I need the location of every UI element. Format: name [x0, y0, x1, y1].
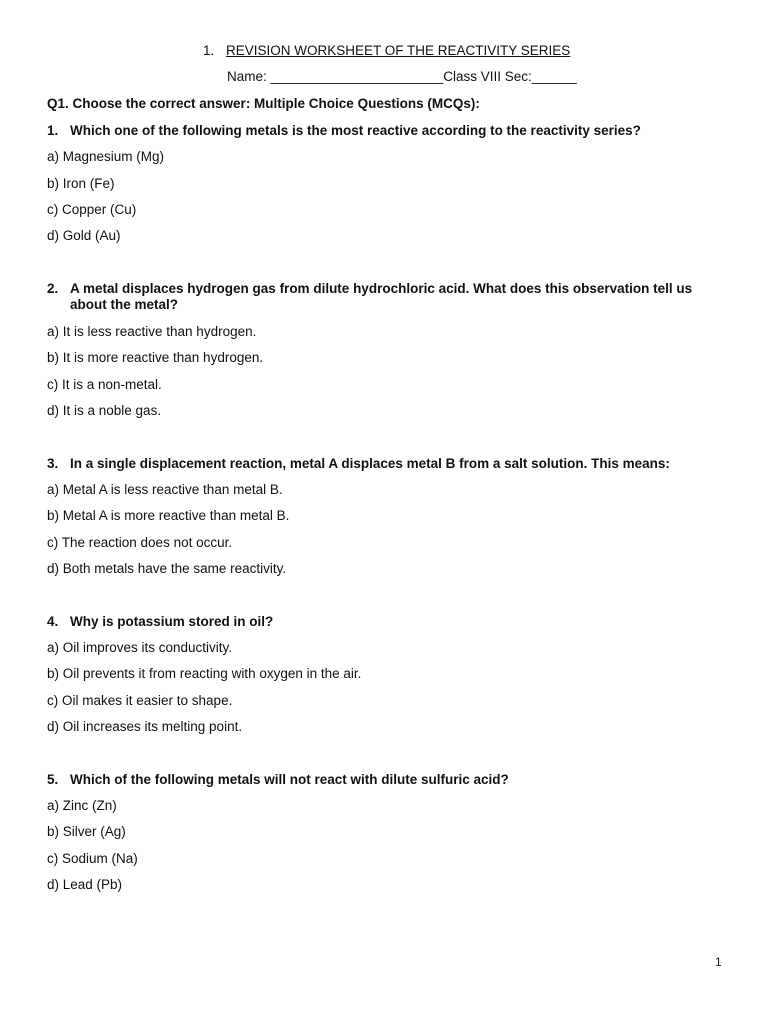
question-number: 4. — [47, 614, 59, 629]
option-4b: b) Oil prevents it from reacting with oxygen in the air. — [47, 666, 362, 681]
question-number: 2. — [47, 281, 59, 296]
worksheet-title: REVISION WORKSHEET OF THE REACTIVITY SERIES — [226, 43, 571, 58]
option-4c: c) Oil makes it easier to shape. — [47, 693, 233, 708]
option-1c: c) Copper (Cu) — [47, 202, 137, 217]
question-2 — [47, 281, 717, 313]
question-text: A metal displaces hydrogen gas from dilute hydrochloric acid. What does this observation tell us about the metal? — [70, 281, 693, 312]
option-3d: d) Both metals have the same reactivity. — [47, 561, 287, 576]
name-class-line: Name: _______________________Class VIII Sec:______ — [227, 69, 577, 84]
option-3a: a) Metal A is less reactive than metal B. — [47, 482, 283, 497]
page-number: 1 — [715, 955, 722, 969]
question-4 — [47, 614, 717, 630]
option-3c: c) The reaction does not occur. — [47, 535, 233, 550]
option-3b: b) Metal A is more reactive than metal B. — [47, 508, 290, 523]
title-number: 1. — [203, 43, 215, 58]
question-number: 5. — [47, 772, 59, 787]
option-4d: d) Oil increases its melting point. — [47, 719, 243, 734]
question-3 — [47, 456, 717, 472]
option-2b: b) It is more reactive than hydrogen. — [47, 350, 264, 365]
question-text: In a single displacement reaction, metal A displaces metal B from a salt solution. This means: — [70, 456, 670, 471]
section-heading: Q1. Choose the correct answer: Multiple Choice Questions (MCQs): — [47, 96, 480, 111]
option-1d: d) Gold (Au) — [47, 228, 121, 243]
option-2c: c) It is a non-metal. — [47, 377, 162, 392]
option-1b: b) Iron (Fe) — [47, 176, 115, 191]
question-number: 3. — [47, 456, 59, 471]
option-5b: b) Silver (Ag) — [47, 824, 126, 839]
question-text: Which of the following metals will not react with dilute sulfuric acid? — [70, 772, 509, 787]
question-text: Why is potassium stored in oil? — [70, 614, 274, 629]
option-1a: a) Magnesium (Mg) — [47, 149, 165, 164]
worksheet-title-row — [203, 43, 570, 58]
option-2d: d) It is a noble gas. — [47, 403, 162, 418]
question-number: 1. — [47, 123, 59, 138]
question-text: Which one of the following metals is the most reactive according to the reactivity series? — [70, 123, 641, 138]
option-5a: a) Zinc (Zn) — [47, 798, 117, 813]
option-5d: d) Lead (Pb) — [47, 877, 123, 892]
question-5 — [47, 772, 717, 788]
option-5c: c) Sodium (Na) — [47, 851, 138, 866]
option-2a: a) It is less reactive than hydrogen. — [47, 324, 257, 339]
question-1 — [47, 123, 717, 139]
option-4a: a) Oil improves its conductivity. — [47, 640, 233, 655]
